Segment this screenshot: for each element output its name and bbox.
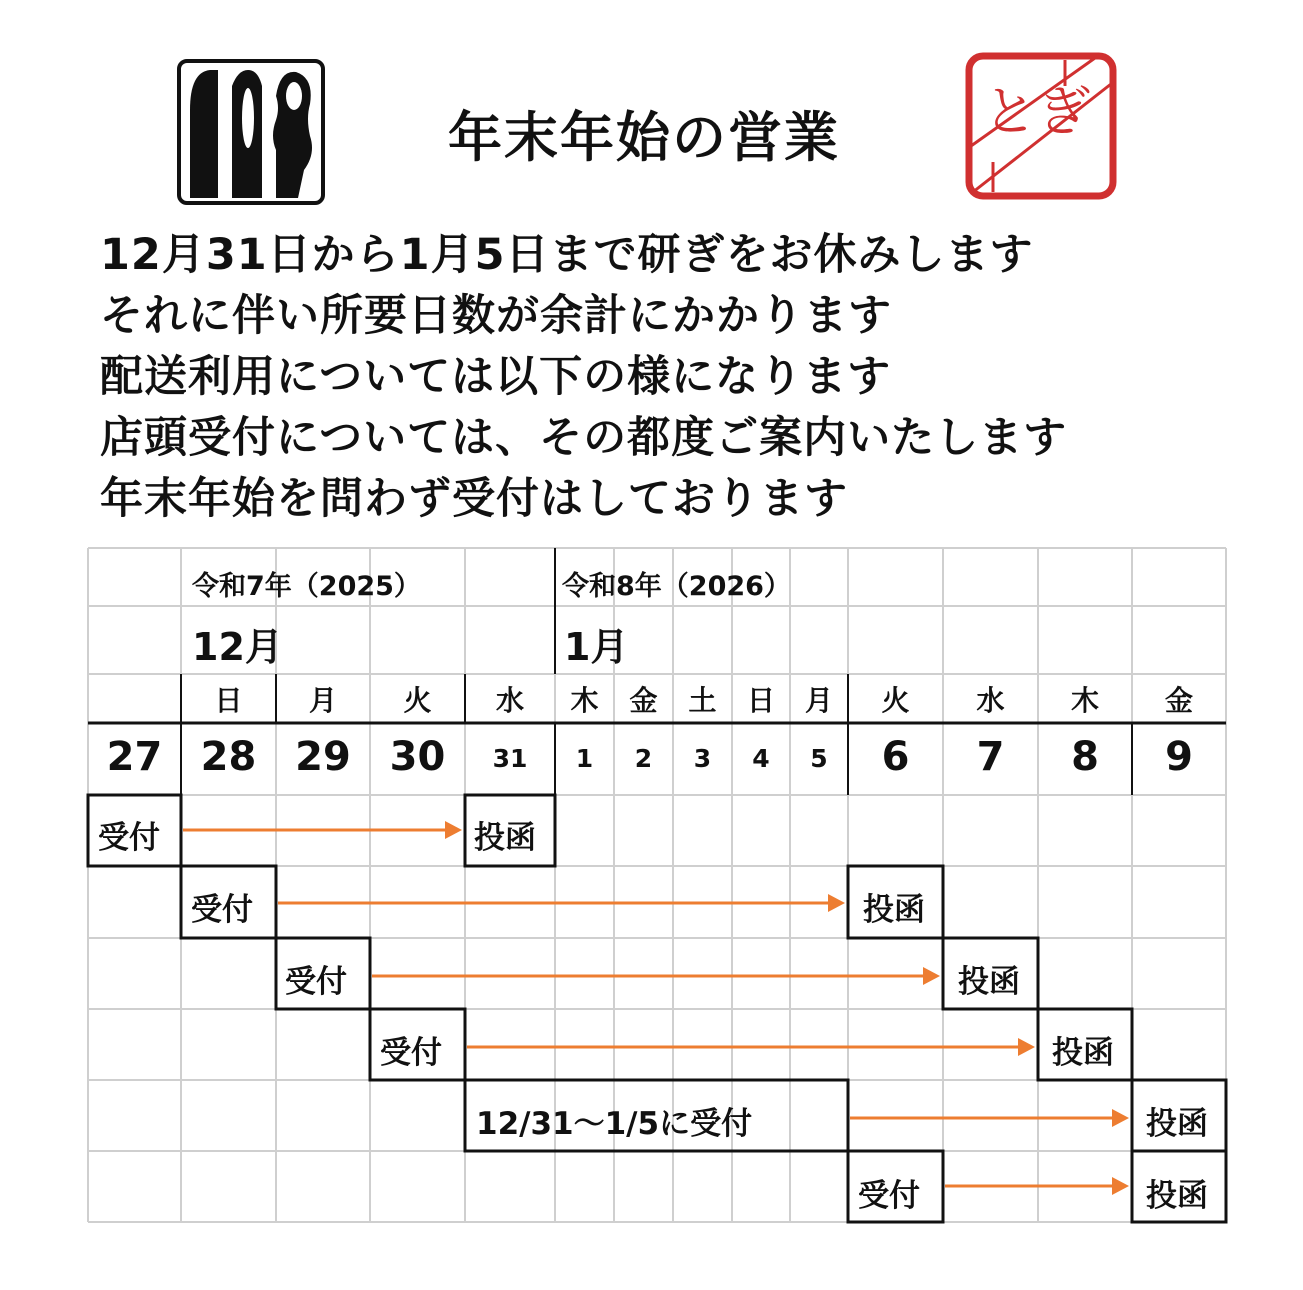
post-label-row4: 投函: [1052, 1035, 1114, 1071]
post-label-row6: 投函: [1146, 1178, 1208, 1214]
weekday-label: 月: [804, 684, 833, 717]
post-label-row5: 投函: [1146, 1106, 1208, 1142]
notice-line: それに伴い所要日数が余計にかかります: [100, 291, 892, 341]
receive-label-row1: 受付: [98, 820, 160, 856]
weekday-label: 土: [688, 684, 717, 717]
weekday-label: 月: [308, 684, 337, 717]
arrow-head: [445, 821, 462, 839]
date-label: 9: [1165, 734, 1193, 780]
weekday-label: 水: [976, 684, 1005, 717]
weekday-label: 火: [403, 684, 432, 717]
date-label: 2: [634, 744, 653, 773]
date-label: 6: [881, 734, 910, 780]
date-label: 1: [575, 744, 594, 773]
weekday-label: 水: [495, 684, 524, 717]
arrow-head: [1112, 1177, 1129, 1195]
receive-label-row5: 12/31～1/5に受付: [476, 1106, 753, 1142]
date-label: 7: [976, 734, 1005, 780]
post-label-row2: 投函: [863, 892, 925, 928]
weekday-label: 火: [881, 684, 910, 717]
stamp-text: とぎ: [983, 80, 1091, 143]
receive-label-row6: 受付: [858, 1178, 920, 1214]
date-label: 5: [810, 744, 828, 773]
notice-line: 12月31日から1月5日まで研ぎをお休みします: [100, 230, 1034, 280]
arrow-head: [1018, 1038, 1035, 1056]
notice-line: 配送利用については以下の様になります: [100, 352, 892, 402]
arrow-head: [828, 894, 845, 912]
post-label-row3: 投函: [958, 964, 1020, 1000]
month-january-label: 1月: [564, 625, 629, 669]
date-label: 3: [693, 744, 712, 773]
receive-label-row4: 受付: [380, 1035, 442, 1071]
date-label: 31: [492, 744, 528, 773]
date-label: 30: [389, 734, 446, 780]
post-label-row1: 投函: [474, 820, 536, 856]
arrow-head: [923, 967, 940, 985]
weekday-label: 日: [746, 684, 775, 717]
receive-label-row2: 受付: [191, 892, 253, 928]
date-label: 29: [295, 734, 351, 780]
weekday-label: 木: [1070, 684, 1099, 717]
page-title: 年末年始の営業: [448, 106, 840, 169]
notice-line: 店頭受付については、その都度ご案内いたします: [100, 413, 1068, 463]
weekday-label: 金: [1164, 684, 1193, 717]
date-label: 4: [752, 744, 770, 773]
era-2025-label: 令和7年（2025）: [192, 571, 421, 602]
era-2026-label: 令和8年（2026）: [562, 571, 791, 602]
date-label: 28: [200, 734, 257, 780]
date-label: 8: [1071, 734, 1099, 780]
date-label: 27: [106, 734, 163, 780]
arrow-head: [1112, 1109, 1129, 1127]
weekday-label: 日: [214, 684, 243, 717]
weekday-label: 金: [629, 684, 658, 717]
receive-label-row3: 受付: [285, 964, 347, 1000]
notice-line: 年末年始を問わず受付はしております: [100, 474, 848, 524]
month-december-label: 12月: [192, 625, 283, 669]
weekday-label: 木: [570, 684, 599, 717]
